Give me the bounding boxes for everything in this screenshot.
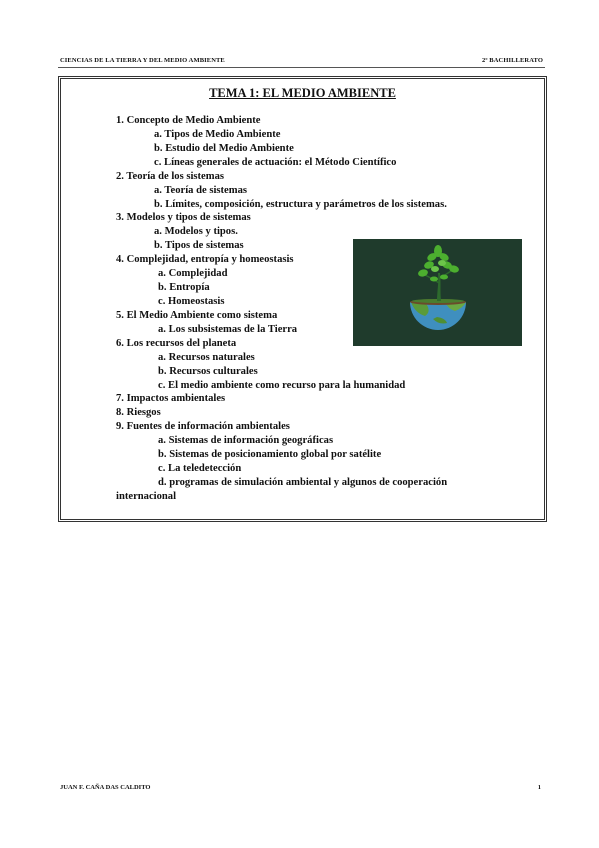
- toc-item-7: 7. Impactos ambientales: [116, 393, 226, 404]
- toc-item-8: 8. Riesgos: [116, 407, 161, 418]
- toc-item-9: 9. Fuentes de información ambientales: [116, 421, 290, 432]
- tree-growing-from-earth-icon: [353, 239, 522, 346]
- toc-item-1c: c. Líneas generales de actuación: el Método Científico: [154, 157, 397, 168]
- toc-item-2: 2. Teoría de los sistemas: [116, 171, 225, 182]
- toc-item-9b: b. Sistemas de posicionamiento global por satélite: [158, 449, 382, 460]
- toc-item-3b: b. Tipos de sistemas: [154, 240, 244, 251]
- header-right: 2º BACHILLERATO: [481, 57, 543, 64]
- toc-item-2b: b. Límites, composición, estructura y parámetros de los sistemas.: [154, 199, 447, 210]
- toc-item-4a: a. Complejidad: [158, 268, 228, 279]
- page-title: TEMA 1: EL MEDIO AMBIENTE: [209, 86, 396, 100]
- toc-item-3: 3. Modelos y tipos de sistemas: [116, 212, 251, 223]
- toc-item-4b: b. Entropía: [158, 282, 210, 293]
- toc-item-5a: a. Los subsistemas de la Tierra: [158, 324, 298, 335]
- page-number: 1: [537, 784, 541, 791]
- toc-item-6b: b. Recursos culturales: [158, 366, 258, 377]
- header-left: CIENCIAS DE LA TIERRA Y DEL MEDIO AMBIENTE: [60, 57, 225, 64]
- toc-item-3a: a. Modelos y tipos.: [154, 226, 238, 237]
- toc-item-9c: c. La teledetección: [158, 463, 242, 474]
- toc-item-2a: a. Teoría de sistemas: [154, 185, 247, 196]
- toc-item-9d-continued: internacional: [116, 491, 177, 502]
- toc-item-9a: a. Sistemas de información geográficas: [158, 435, 334, 446]
- toc-item-1b: b. Estudio del Medio Ambiente: [154, 143, 294, 154]
- toc-item-4: 4. Complejidad, entropía y homeostasis: [116, 254, 294, 265]
- toc-item-1a: a. Tipos de Medio Ambiente: [154, 129, 281, 140]
- toc-item-9d: d. programas de simulación ambiental y algunos de cooperación: [158, 477, 448, 488]
- toc-item-6: 6. Los recursos del planeta: [116, 338, 237, 349]
- header-divider: [58, 67, 545, 68]
- footer-author: JUAN F. CAÑA DAS CALDITO: [60, 784, 151, 791]
- content-box: [58, 76, 547, 522]
- toc-item-1: 1. Concepto de Medio Ambiente: [116, 115, 261, 126]
- toc-item-5: 5. El Medio Ambiente como sistema: [116, 310, 278, 321]
- toc-item-6c: c. El medio ambiente como recurso para la humanidad: [158, 380, 406, 391]
- toc-item-4c: c. Homeostasis: [158, 296, 225, 307]
- toc-item-6a: a. Recursos naturales: [158, 352, 255, 363]
